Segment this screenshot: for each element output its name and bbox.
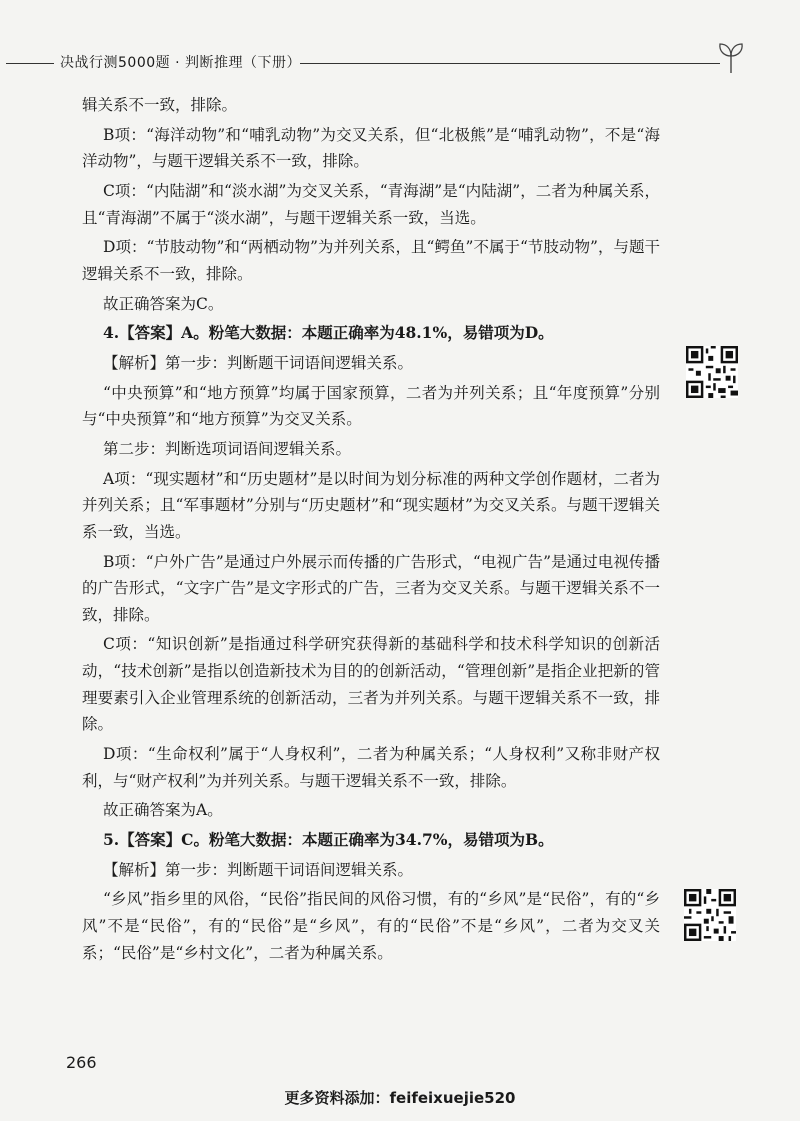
qr-code-icon[interactable]	[686, 346, 738, 398]
paragraph: “中央预算”和“地方预算”均属于国家预算，二者为并列关系；且“年度预算”分别与“中央预算”和“地方预算”为交叉关系。	[82, 383, 660, 429]
paragraph: C项：“内陆湖”和“淡水湖”为交叉关系，“青海湖”是“内陆湖”，二者为种属关系，且“青海湖”不属于“淡水湖”，与题干逻辑关系一致，当选。	[82, 181, 660, 227]
paragraph: D项：“节肢动物”和“两栖动物”为并列关系，且“鳄鱼”不属于“节肢动物”，与题干逻辑关系不一致，排除。	[82, 238, 660, 283]
paragraph: 第二步：判断选项词语间逻辑关系。	[103, 439, 352, 458]
paragraph: 故正确答案为A。	[103, 801, 223, 820]
qr-code-icon[interactable]	[684, 889, 736, 941]
paragraph: “乡风”指乡里的风俗，“民俗”指民间的风俗习惯，有的“乡风”是“民俗”，有的“乡风”不是“民俗”，有的“民俗”是“乡风”，有的“民俗”不是“乡风”，二者为交叉关系；“民俗”是“乡村文化”，二者为种属关系。	[82, 890, 660, 962]
header-rule-right	[300, 63, 720, 64]
header-rule-left	[6, 63, 54, 64]
paragraph: D项：“生命权利”属于“人身权利”，二者为种属关系；“人身权利”又称非财产权利，与“财产权利”为并列关系。与题干逻辑关系不一致，排除。	[82, 745, 660, 790]
book-title: 决战行测5000题 · 判断推理（下册）	[60, 55, 301, 71]
paragraph: B项：“海洋动物”和“哺乳动物”为交叉关系，但“北极熊”是“哺乳动物”，不是“海洋动物”，与题干逻辑关系不一致，排除。	[82, 125, 660, 171]
answer-heading: 4.【答案】A。粉笔大数据：本题正确率为48.1%，易错项为D。	[103, 323, 554, 343]
analysis-heading: 【解析】第一步：判断题干词语间逻辑关系。	[103, 860, 414, 879]
answer-heading: 5.【答案】C。粉笔大数据：本题正确率为34.7%，易错项为B。	[103, 830, 554, 850]
paragraph: C项：“知识创新”是指通过科学研究获得新的基础科学和技术科学知识的创新活动，“技术创新”是指以创造新技术为目的的创新活动，“管理创新”是指企业把新的管理要素引入企业管理系统的创新活动，三者为并列关系。与题干逻辑关系不一致，排除。	[82, 635, 660, 734]
analysis-heading: 【解析】第一步：判断题干词语间逻辑关系。	[103, 353, 414, 372]
paragraph: 故正确答案为C。	[103, 294, 224, 313]
page-number: 266	[66, 1053, 97, 1072]
paragraph: B项：“户外广告”是通过户外展示而传播的广告形式，“电视广告”是通过电视传播的广告形式，“文字广告”是文字形式的广告，三者为交叉关系。与题干逻辑关系不一致，排除。	[82, 552, 660, 624]
page-content	[82, 92, 660, 969]
paragraph: A项：“现实题材”和“历史题材”是以时间为划分标准的两种文学创作题材，二者为并列关系；且“军事题材”分别与“历史题材”和“现实题材”为交叉关系。与题干逻辑关系一致，当选。	[82, 469, 660, 541]
paragraph: 辑关系不一致，排除。	[82, 96, 238, 114]
sprout-icon	[714, 40, 748, 74]
page-header	[0, 38, 800, 78]
footer-note: 更多资料添加：feifeixuejie520	[284, 1089, 516, 1107]
